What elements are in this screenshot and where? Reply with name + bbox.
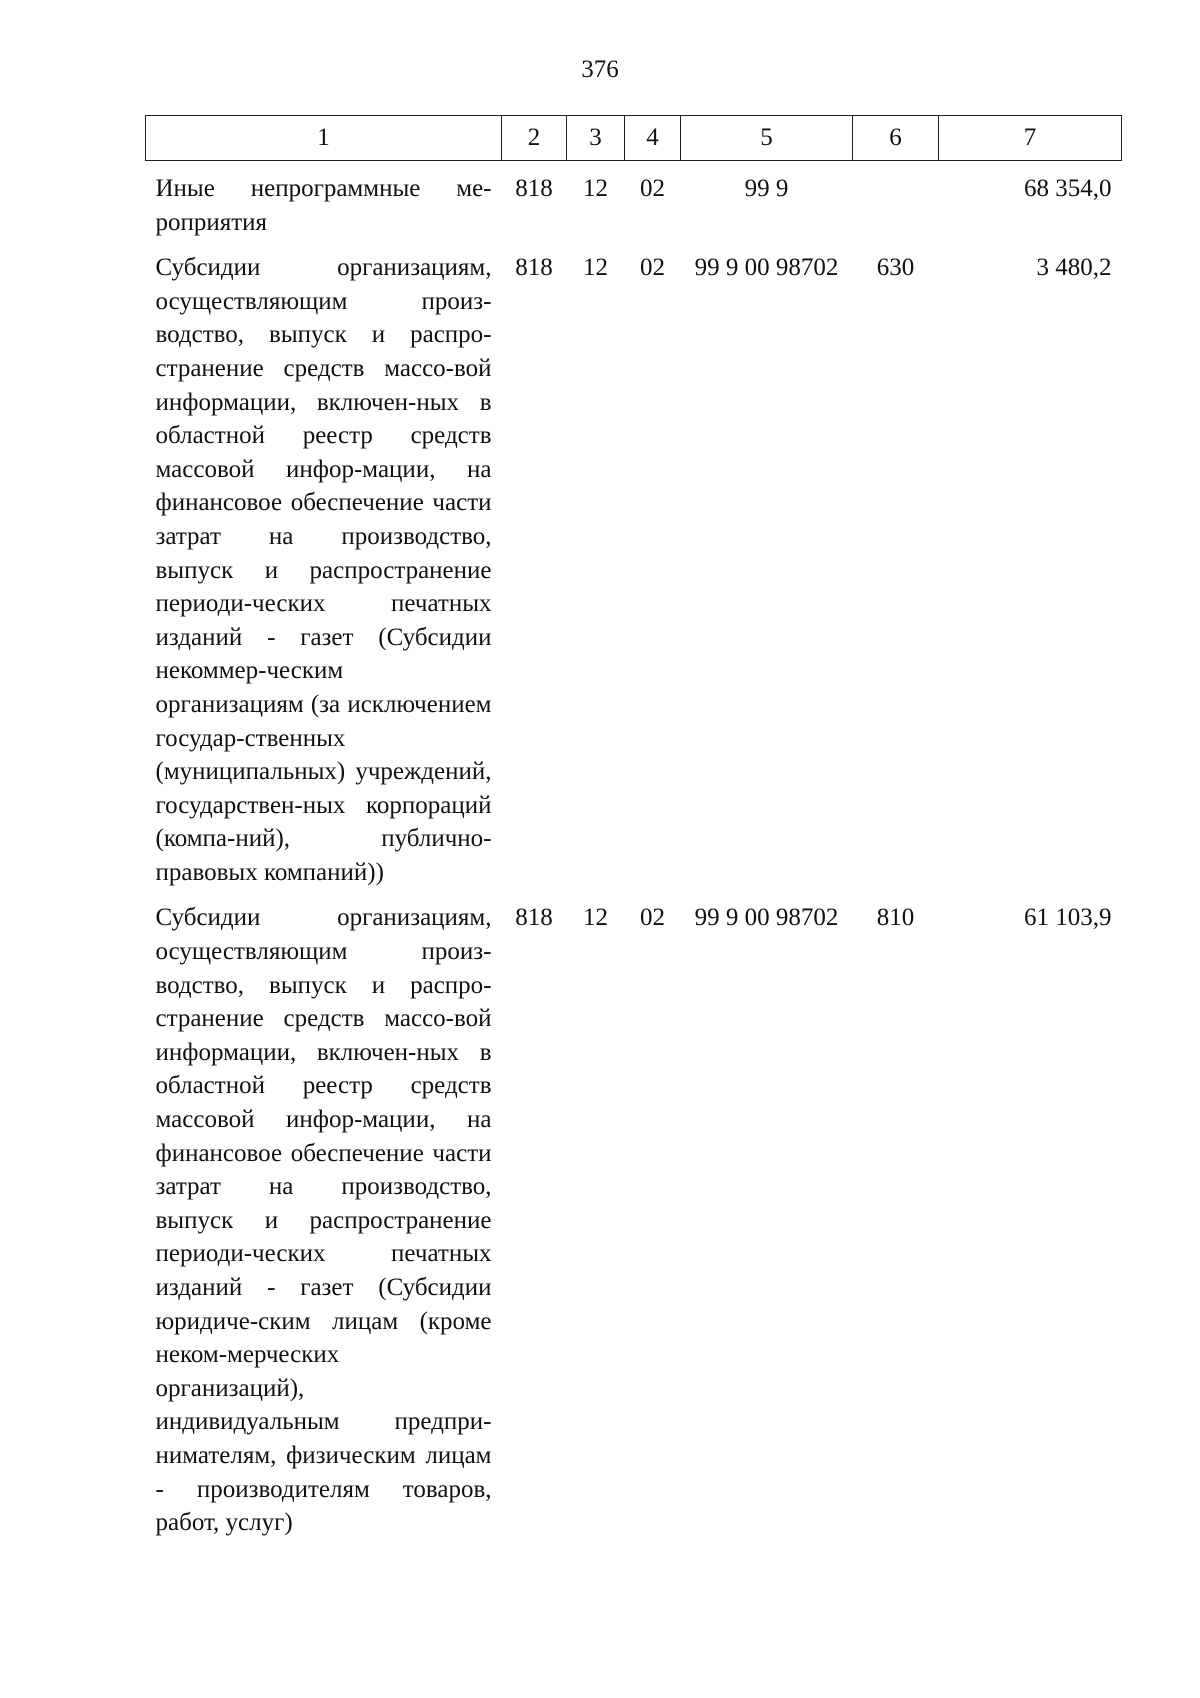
row-target: 99 9 <box>744 175 789 202</box>
column-header-4: 4 <box>625 116 681 161</box>
row-section: 12 <box>583 254 608 282</box>
row-amount: 61 103,9 <box>1024 904 1112 932</box>
table-row <box>146 901 1122 1551</box>
budget-table <box>145 115 1122 1552</box>
table-row <box>146 251 1122 901</box>
row-name: Иные непрограммные ме-роприятия <box>155 175 492 236</box>
column-header-6: 6 <box>853 116 939 161</box>
row-section: 12 <box>583 904 608 932</box>
row-subsection: 02 <box>640 175 665 202</box>
page-number: 376 <box>581 56 619 83</box>
column-header-1: 1 <box>146 116 502 161</box>
row-subsection: 02 <box>640 254 665 282</box>
row-name: Субсидии организациям, осуществляющим произ-водство, выпуск и распро-странение средств массо-вой информации, включен-ных в областной реестр средств массовой инфор-мации, на финансовое обеспечение части затрат на производство, выпуск и распространение периоди-ческих печатных изданий - газет (Субсидии некоммер-ческим организациям (за исключением государ-ственных (муниципальных) учреждений, государствен-ных корпораций (компа-ний), публично-правовых компаний)) <box>155 254 492 886</box>
row-amount: 68 354,0 <box>1024 175 1112 202</box>
row-code: 818 <box>515 254 553 282</box>
column-header-2: 2 <box>502 116 567 161</box>
row-target: 99 9 00 98702 <box>694 254 839 282</box>
row-target: 99 9 00 98702 <box>694 904 839 932</box>
row-section: 12 <box>583 175 608 202</box>
row-kind: 810 <box>876 904 915 932</box>
row-amount: 3 480,2 <box>1036 254 1112 282</box>
row-code: 818 <box>515 904 553 932</box>
row-subsection: 02 <box>640 904 665 932</box>
row-code: 818 <box>515 175 553 202</box>
header-row <box>146 116 1122 161</box>
row-kind <box>853 161 939 252</box>
table-row <box>146 161 1122 252</box>
row-kind: 630 <box>876 254 915 282</box>
column-header-7: 7 <box>939 116 1122 161</box>
row-name: Субсидии организациям, осуществляющим произ-водство, выпуск и распро-странение средств массо-вой информации, включен-ных в областной реестр средств массовой инфор-мации, на финансовое обеспечение части затрат на производство, выпуск и распространение периоди-ческих печатных изданий - газет (Субсидии юридиче-ским лицам (кроме неком-мерческих организаций), индивидуальным предпри-нимателям, физическим лицам - производителям товаров, работ, услуг) <box>155 904 492 1537</box>
column-header-3: 3 <box>567 116 625 161</box>
column-header-5: 5 <box>681 116 853 161</box>
